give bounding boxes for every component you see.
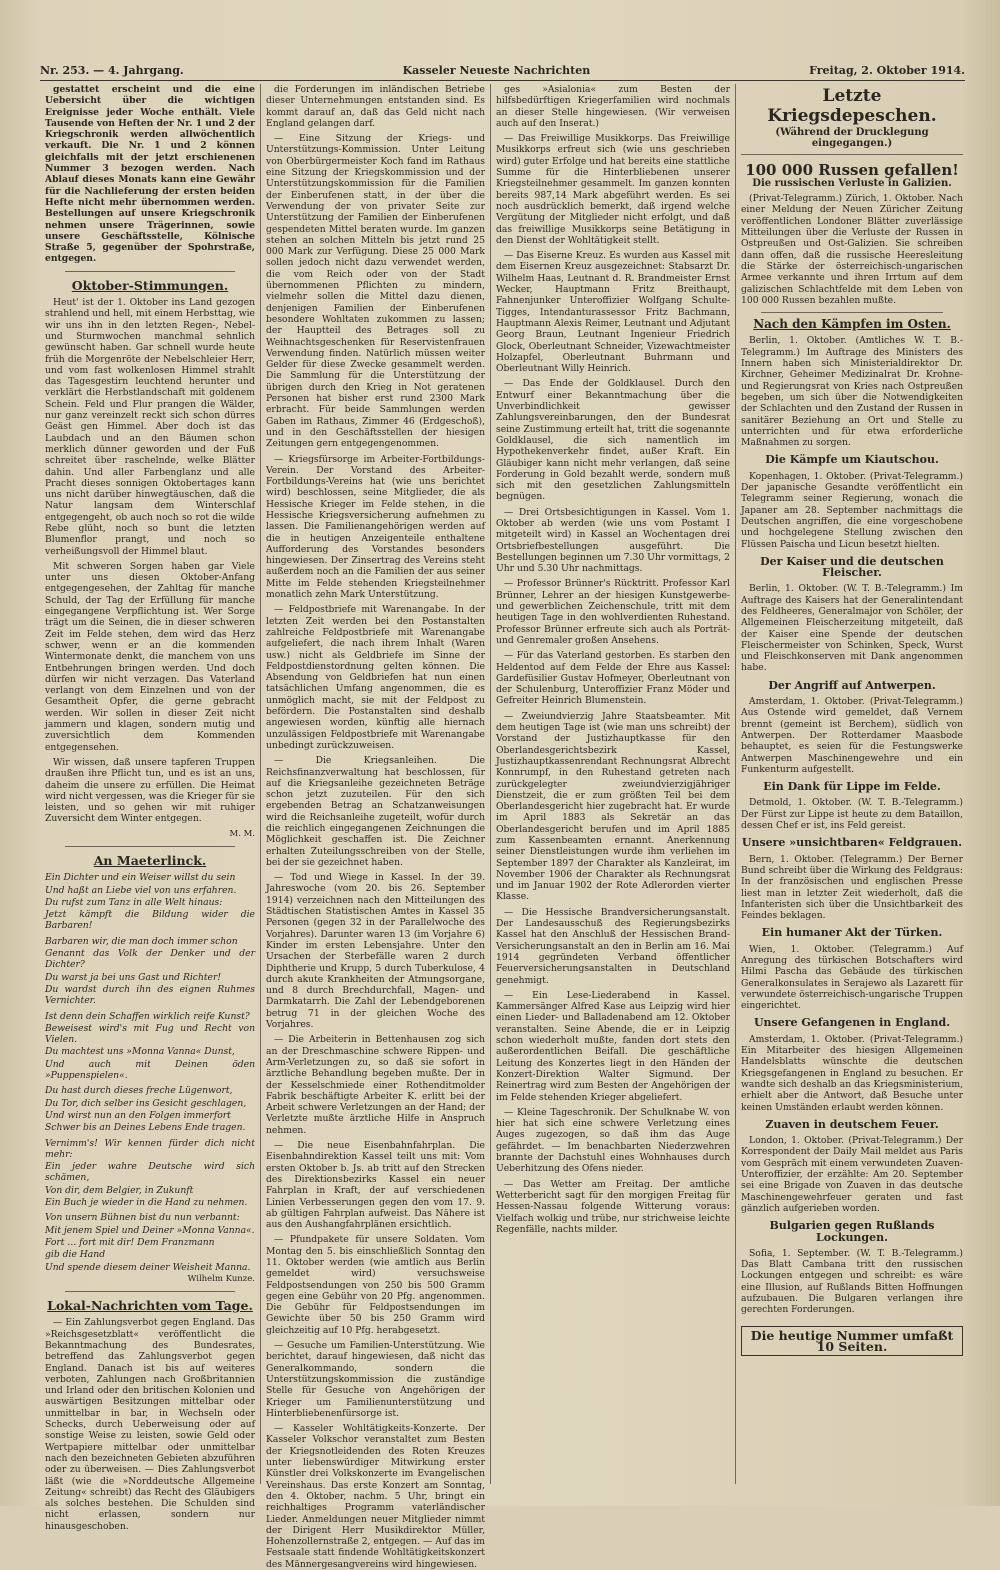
poem-line: Du Tor, dich selber ins Gesicht geschlagen, — [45, 1097, 247, 1109]
poem-line: Ein Dichter und ein Weiser willst du sein — [45, 872, 236, 884]
dispatch-heading: Bulgarien gegen Rußlands Lockungen. — [769, 1219, 935, 1244]
article-paragraph: — Kleine Tageschronik. Der Schulknabe W. von hier hat sich eine schwere Verletzung eines Auges zugezogen, so daß ihm das Auge gefährdet. — Im benachbarten Niederzwehren brannte der Dachstuhl eines Wohnhauses durch Ueberhitzung des Ofens nieder. — [496, 1106, 730, 1175]
dispatch-paragraph: Bern, 1. Oktober. (Telegramm.) Der Berner Bund schreibt über die Wirkung des Feldgraus: In der französischen und englischen Presse liest man in letzter Zeit wiederholt, daß die Infanteristen sich über die Unsichtbarkeit des Feindes beklagen. — [741, 853, 963, 922]
war-dispatches-subtitle: (Während der Drucklegung eingegangen.) — [741, 127, 963, 155]
poem-line: Beweisest wird's mit Fug und Recht von Vielen. — [45, 1022, 255, 1046]
article-paragraph: Mit schweren Sorgen haben gar Viele unter uns diesen Oktober-Anfang entgegengesehen, der Zahltag für manche Schuld, der Tag der Erfüllung für manche eingegangene Verpflichtung ist. Wer Sorge trägt um die Seinen, die in dieser schweren Zeit im Felde stehen, dem wird das Herz schwer, wenn er an die kommenden Wintermonate denkt, die manchem von uns Entbehrungen bringen werden. Und doch dürfen wir nicht verzagen. Das Vaterland verlangt von dem Einzelnen und von der Gesamtheit Opfer, die gerne gebracht werden. Wir sollen in dieser Zeit nicht jammern und klagen, sondern mutig und zuversichtlich dem Kommenden entgegensehen. — [45, 560, 255, 753]
poem-line: Du wardst durch ihn des eignen Ruhmes Vernichter. — [45, 983, 255, 1007]
local-news-heading: Lokal-Nachrichten vom Tage. — [47, 1298, 253, 1314]
poem-line: Vernimm's! Wir kennen fürder dich nicht mehr: — [45, 1137, 255, 1160]
article-paragraph: — Drei Ortsbesichtigungen in Kassel. Vom 1. Oktober ab werden (wie uns vom Postamt I mitgeteilt wird) in Kassel an Wochentagen drei Ortsbriefbestellungen ausgeführt. Die Bestellungen beginnen um 7.30 Uhr vormittags, 2 Uhr und 5.30 Uhr nachmittags. — [496, 506, 730, 575]
dispatch-heading: Ein humaner Akt der Türken. — [761, 926, 943, 940]
war-dispatches-title: Letzte Kriegsdepeschen. — [767, 86, 937, 126]
article-paragraph: — Die Hessische Brandversicherungsanstalt. Der Landesausschuß des Regierungsbezirks Kassel hat den Anschluß der Hessischen Brand-Versicherungsanstalt an den in Berlin am 16. Mai 1914 gegründeten Verband öffentlicher Feuerversicherungsanstalten in Deutschland genehmigt. — [496, 906, 730, 986]
poem-author: Wilhelm Kunze. — [187, 1273, 255, 1284]
poem-heading: An Maeterlinck. — [93, 853, 207, 868]
divider — [65, 1291, 235, 1292]
dispatch-paragraph: Amsterdam, 1. Oktober. (Privat-Telegramm.) Ein Mitarbeiter des hiesigen Allgemeinen Handelsblatts wünschte die deutschen Kriegsgefangenen in England zu besuchen. Er wandte sich deshalb an das Kriegsministerium, erhielt aber die Antwort, daß Besuche unter keinen Umständen erlaubt werden können. — [741, 1033, 963, 1113]
poem — [45, 872, 255, 1273]
poem-line: Du rufst zum Tanz in alle Welt hinaus: — [45, 896, 223, 908]
poem-line: Genannt das Volk der Denker und der Dichter? — [45, 948, 255, 971]
dispatch-heading: Der Angriff auf Antwerpen. — [768, 678, 936, 692]
dispatch-paragraph: (Privat-Telegramm.) Zürich, 1. Oktober. Nach einer Meldung der Neuen Züricher Zeitung veröffentlichen Londoner Blätter zuverlässige Mitteilungen über die Verluste der Russen in Ostpreußen und Ost-Galizien. Sie schreiben dann offen, daß die russische Heeresleitung die Stärke der österreichisch-ungarischen Armee verkannte und ihren Irrtum auf dem galizischen Schlachtfelde mit dem Leben von 100 000 Russen bezahlen mußte. — [741, 193, 963, 306]
article-paragraph: Wir wissen, daß unsere tapferen Truppen draußen ihre Pflicht tun, und es ist an uns, daheim die unsere zu erfüllen. Die Heimat wird nicht vergessen, was die Krieger für sie leisten, und so gehen wir mit ruhiger Zuversicht dem Winter entgegen. — [45, 756, 255, 825]
article-paragraph: — Professor Brünner's Rücktritt. Professor Karl Brünner, Lehrer an der hiesigen Kunstgewerbe- und gewerblichen Zeichenschule, tritt mit dem heutigen Tage in den wohlverdienten Ruhestand. Professor Brünner erfreute sich auch als Porträt- und Genremaler großen Ansehens. — [496, 578, 730, 646]
masthead — [40, 58, 965, 81]
article-paragraph: — Die Arbeiterin in Bettenhausen zog sich an der Dreschmaschine schwere Rippen- und Arm-Verletzungen zu, so daß sie sofort in ärztliche Behandlung begeben mußte. Der in der Kesselschmiede einer Rothenditmolder Fabrik beschäftigte Arbeiter K. erlitt bei der Arbeit schwere Verletzungen an der Hand; der Verletzte mußte ärztliche Hilfe in Anspruch nehmen. — [266, 1034, 485, 1136]
article-paragraph: — Kasseler Wohltätigkeits-Konzerte. Der Kasseler Volkschor veranstaltet zum Besten der Kriegsnotleidenden des Roten Kreuzes unter liebenswürdiger Mitwirkung erster Künstler drei Volkskonzerte im Evangelischen Vereinshaus. Das erste Konzert am Sonntag, den 4. Oktober, nachm. 5 Uhr, bringt ein reichhaltiges Programm vaterländischer Lieder. Anmeldungen neuer Mitglieder nimmt der Dirigent Herr Musikdirektor Müller, Hohenzollernstraße 2, entgegen. — Auf das im Festsaale statt findende Wohltätigkeitskonzert des Männergesangvereins wird hingewiesen. — [266, 1423, 485, 1570]
main-subheadline: Die russischen Verluste in Galizien. — [752, 177, 952, 189]
dispatch-paragraph: Sofia, 1. September. (W. T. B.-Telegramm.) Das Blatt Cambana tritt den russischen Lockungen entgegen und schreibt: es wäre eine Illusion, auf Rußlands Bitten Hoffnungen aufzubauen. Die Bulgaren verlangen ihre gerechten Forderungen. — [741, 1247, 963, 1316]
poem-line: Ist denn dein Schaffen wirklich reife Kunst? — [45, 1010, 250, 1022]
article-paragraph: die Forderungen im inländischen Betriebe dieser Unternehmungen entstanden sind. Es kommt darauf an, daß das Geld nicht nach England gelangen darf. — [266, 84, 485, 129]
article-paragraph: — Eine Sitzung der Kriegs- und Unterstützungs-Kommission. Unter Leitung von Oberbürgermeister Koch fand im Rathaus eine Sitzung der Kriegskommission und der Unterstützungskommission für die Familien der Einberufenen statt, in der über die Verwendung der von privater Seite zur Unterstützung der Familien der Einberufenen gespendeten Mittel beraten wurde. Im ganzen stehen an solchen Mitteln bis jetzt rund 25 000 Mark zur Verfügung. Diese 25 000 Mark sollen jedoch nicht dazu verwendet werden, die vom Reich oder von der Stadt übernommenen Pflichten zu mindern, vielmehr sollen die Mittel dazu dienen, denjenigen Familien der Einberufenen besondere Wohltaten zukommen zu lassen; der Hauptteil des Betrages soll zu Weihnachtsgeschenken für Reservistenfrauen Verwendung finden. Natürlich müssen weiter Gelder für diese Zwecke gesammelt werden. Die Sammlung für die Unterstützung der übrigen durch den Krieg in Not geratenen Personen hat bisher erst rund 2300 Mark erbracht. Für beide Sammlungen werden Gaben im Rathaus, Zimmer 46 (Erdgeschoß), und in den Geschäftsstellen der hiesigen Zeitungen gern entgegengenommen. — [266, 133, 485, 450]
dispatch-heading: Die Kämpfe um Kiautschou. — [765, 453, 939, 467]
poem-line: Du warst ja bei uns Gast und Richter! — [45, 971, 222, 983]
article-paragraph: — Kriegsfürsorge im Arbeiter-Fortbildungs-Verein. Der Vorstand des Arbeiter-Fortbildungs-Vereins hat (wie uns berichtet wird) beschlossen, seine Mitglieder, die als Hessische Krieger im Felde stehen, in die Hessische Kriegsversicherung aufnehmen zu lassen. Die Familienangehörigen werden auf die in heutigen Anzeigenteile enthaltene Aufforderung des Vorstandes besonders hingewiesen. Der Zinsertrag des Vereins steht außerdem noch an die Familien der aus seiner Mitte im Felde stehenden Kriegsteilnehmer monatlich zehn Mark Unterstützung. — [266, 453, 485, 601]
poem-line: Ein jeder wahre Deutsche wird sich schämen, — [45, 1161, 255, 1184]
poem-line: Fort ... fort mit dir! Dem Franzmann — [45, 1236, 215, 1248]
poem-line: Jetzt kämpft die Bildung wider die Barbaren! — [45, 909, 255, 932]
dispatch-paragraph: Berlin, 1. Oktober. (Amtliches W. T. B.-Telegramm.) Im Auftrage des Ministers des Innern haben sich Ministerialdirektor Dr. Kirchner, Geheimer Medizinalrat Dr. Krohne- und Regierungsrat von Kries nach Ostpreußen begeben, um sich über die Notwendigkeiten der Schlachten und den Zustand der Russen in sanitärer Beziehung an Ort und Stelle zu unterrichten und für etwa erforderliche Maßnahmen zu sorgen. — [741, 335, 963, 449]
poem-line: Von dir, dem Belgier, in Zukunft — [45, 1184, 194, 1196]
poem-line: Mit jenem Spiel und Deiner »Monna Vanna«. — [45, 1224, 255, 1236]
article-paragraph: — Ein Zahlungsverbot gegen England. Das »Reichsgesetzblatt« veröffentlicht die Bekanntmachung des Bundesrates, betreffend das Zahlungsverbot gegen England. Danach ist bis auf weiteres verboten, Zahlungen nach Großbritannien und Irland oder den britischen Kolonien und auswärtigen Besitzungen mittelbar oder unmittelbar in bar, in Wechseln oder Schecks, durch Ueberweisung oder auf sonstige Weise zu leisten, sowie Geld oder Wertpapiere mittelbar oder unmittelbar nach den bezeichneten Gebieten abzuführen oder zu überweisen. — Dies Zahlungsverbot läßt (wie die »Norddeutsche Allgemeine Zeitung« schreibt) das Recht des Gläubigers als solches bestehen. Die Schulden sind nicht erlassen, sondern nur hinausgeschoben. — [45, 1317, 255, 1532]
article-paragraph: — Das Ende der Goldklausel. Durch den Entwurf einer Bekanntmachung über die Unverbindlichkeit gewisser Zahlungsvereinbarungen, den der Bundesrat seine Zustimmung erteilt hat, tritt die sogenannte Goldklausel, die sich namentlich im Hypothekenverkehr findet, außer Kraft. Ein Gläubiger kann nicht mehr verlangen, daß seine Forderung in Gold bezahlt werde, sondern muß sich mit den gesetzlichen Zahlungsmitteln begnügen. — [496, 378, 730, 503]
article-paragraph: — Ein Lese-Liederabend in Kassel. Kammersänger Alfred Kase aus Leipzig wird hier einen Lieder- und Balladenabend am 12. Oktober veranstalten. Seine Abende, die er in Leipzig schon wiederholt mußte, fanden dort stets den außerordentlichen Beifall. Die geschäftliche Leitung des Konzertes liegt in den Händen der Konzert-Direktion Walter Sigmund. Der Reinertrag wird zum Besten der Angehörigen der im Felde stehenden Krieger abgeliefert. — [496, 989, 730, 1103]
poem-line: Und wirst nun an den Folgen immerfort — [45, 1109, 231, 1121]
poem-line: Schwer bis an Deines Lebens Ende tragen. — [45, 1122, 246, 1134]
poem-line: Von unsern Bühnen bist du nun verbannt: — [45, 1212, 240, 1224]
article-paragraph: — Die Kriegsanleihen. Die Reichsfinanzverwaltung hat beschlossen, für auf die Kriegsanleihe gezeichneten Beträge schon jetzt zuzuteilen. Für den sich ergebenden Betrag an Schatzanweisungen wird die Reichsanleihe zugeteilt, wofür durch die reichlich eingegangenen Zeichnungen die Möglichkeit geschaffen ist. Die Zeichner erhalten Zuteilungsschreiben von der Stelle, bei der sie gezeichnet haben. — [266, 755, 485, 868]
issue-date: Freitag, 2. Oktober 1914. — [809, 64, 965, 77]
newspaper-title: Kasseler Neueste Nachrichten — [402, 64, 591, 77]
page-count-notice: Die heutige Nummer umfaßt 10 Seiten. — [741, 1326, 963, 1357]
column-3 — [490, 84, 735, 1484]
dispatch-paragraph: Wien, 1. Oktober. (Telegramm.) Auf Anregung des türkischen Botschafters wird Hilmi Pascha das Gebäude des türkischen Generalkonsulates in Serajewo als Lazarett für verwundete österreichisch-ungarische Truppen eingerichtet. — [741, 943, 963, 1012]
poem-line: Du hast durch dieses freche Lügenwort, — [45, 1085, 233, 1097]
dispatch-paragraph: London, 1. Oktober. (Privat-Telegramm.) Der Korrespondent der Daily Mail meldet aus Paris vom Gespräch mit einem verwundeten Zuaven-Unteroffizier, der erzählte: Am 20. September sei eine Brigade von Zuaven in das deutsche Maschinengewehrfeuer geraten und fast gänzlich aufgerieben worden. — [741, 1135, 963, 1214]
article-heading-oktober: Oktober-Stimmungen. — [71, 277, 229, 293]
article-paragraph: — Das Wetter am Freitag. Der amtliche Wetterbericht sagt für den morgigen Freitag für Hessen-Nassau folgende Witterung voraus: Vielfach wolkig und trübe, nur strichweise leichte Regenfälle, nachts milder. — [496, 1178, 730, 1235]
poem-line: Barbaren wir, die man doch immer schon — [45, 935, 238, 947]
poem-line: Und haßt an Liebe viel von uns erfahren. — [45, 884, 237, 896]
article-paragraph: ges »Asialonia« zum Besten der hilfsbedürftigen Kriegerfamilien wird nochmals an dieser Stelle hingewiesen. (Wir verweisen auch auf den Inserat.) — [496, 84, 730, 129]
article-paragraph: — Das Freiwillige Musikkorps. Das Freiwillige Musikkorps erfreut sich (wie uns geschrieben wird) guter Erfolge und hat bereits eine stattliche Summe für die Hinterbliebenen unserer Kriegsteilnehmer gesammelt. Im ganzen konnten bereits 987,14 Mark abgeführt werden. Es sei noch ausdrücklich bemerkt, daß irgend welche Vergütung der Mitglieder nicht erfolgt, und daß das freiwillige Musikkorps seine Betätigung in den Dienst der Wohltätigkeit stellt. — [496, 133, 730, 246]
dispatch-heading: Unsere Gefangenen in England. — [753, 1016, 951, 1030]
signature: M. M. — [229, 828, 255, 839]
article-paragraph: — Die neue Eisenbahnfahrplan. Die Eisenbahndirektion Kassel teilt uns mit: Vom ersten Oktober b. Js. ab tritt auf den Strecken des Direktionsbezirks Kassel ein neuer Fahrplan in Kraft, der auf verschiedenen Linien Verbesserungen gegen den vom 17. 9. ab gültigen Fahrplan aufweist. Das Nähere ist aus den Aushangfahrplänen ersichtlich. — [266, 1140, 485, 1231]
dispatch-paragraph: Kopenhagen, 1. Oktober. (Privat-Telegramm.) Der japanische Gesandte veröffentlicht ein Telegramm seiner Regierung, wonach die Japaner am 28. September nachmittags die Deutschen angriffen, die eine vorgeschobene und hochgelegene Stellung zwischen den Flüssen Paischa und Licun besetzt hielten. — [741, 470, 963, 550]
article-paragraph: — Gesuche um Familien-Unterstützung. Wie berichtet, darauf hingewiesen, daß nicht das Generalkommando, sondern die Unterstützungskommission die zuständige Stelle für Gesuche von Angehörigen der Krieger um Familienunterstützung und Hinterbliebenenfürsorge ist. — [266, 1340, 485, 1419]
article-paragraph: — Für das Vaterland gestorben. Es starben den Heldentod auf dem Felde der Ehre aus Kassel: Gardefüsilier Gustav Hofmeyer, Oberleutnant von der Schulenburg, Unteroffizier Franz Möder und Gefreiter Heinrich Blumenstein. — [496, 650, 730, 707]
poem-line: Und spende diesem deiner Weisheit Manna. — [45, 1261, 251, 1273]
article-paragraph: — Das Eiserne Kreuz. Es wurden aus Kassel mit dem Eisernen Kreuz ausgezeichnet: Stabsarzt Dr. Wilhelm Haas, Leutnant d. R. Brandmeister Ernst Wecker, Hauptmann Fritz Breithaupt, Fahnenjunker Unteroffizier Wolfgang Schulte-Tigges, Intendanturassessor Fritz Bachmann, Hauptmann Alexis Reimer, Leutnant und Adjutant Georg Braun, Leutnant Ingenieur Friedrich Glock, Oberleutnant Schneider, Vizewachtmeister Holzapfel, Oberleutnant Buhrmann und Oberleutnant Willy Heinrich. — [496, 250, 730, 375]
dispatch-paragraph: Berlin, 1. Oktober. (W. T. B.-Telegramm.) Im Auftrage des Kaisers hat der Generalintendant des Feldheeres, Generalmajor von Schöler, der Allgemeinen Fleischerzeitung mitgeteilt, daß der Kaiser eine Spende der deutschen Fleischermeister von Schinken, Speck, Wurst und Fleischkonserven mit Dank angenommen habe. — [741, 583, 963, 674]
divider — [65, 271, 235, 272]
dispatch-heading: Unsere »unsichtbaren« Feldgrauen. — [741, 836, 963, 850]
dispatch-paragraph: Detmold, 1. Oktober. (W. T. B.-Telegramm.) Der Fürst zur Lippe ist heute zu dem Bataillon, dessen Chef er ist, ins Feld gereist. — [741, 797, 963, 832]
divider — [65, 846, 235, 847]
dispatch-heading: Zuaven in deutschem Feuer. — [765, 1117, 939, 1131]
poem-line: Ein Buch je wieder in die Hand zu nehmen. — [45, 1197, 248, 1209]
poem-line: gib die Hand — [45, 1249, 106, 1261]
dispatch-heading: Der Kaiser und die deutschen Fleischer. — [760, 554, 944, 580]
columns — [40, 84, 968, 1570]
column-1 — [40, 84, 260, 1532]
article-paragraph: — Zweiundvierzig Jahre Staatsbeamter. Mit dem heutigen Tage ist (wie man uns schreibt) der Vorstand der Justizhauptkasse für den Oberlandesgerichtsbezirk Kassel, Justizhauptkassenrendant Rechnungsrat Albrecht Konnrumpf, in den Ruhestand getreten nach zurückgelegter zweiundvierzigjähriger Dienstzeit, die er zum größten Teil bei dem Oberlandesgericht hier zugebracht hat. Er wurde im April 1883 als Sekretär an das Oberlandesgericht berufen und im April 1885 zum Kassenbeamten ernannt. Anerkennung seiner Dienstleistungen wurde ihm verliehen im September 1897 der Charakter als Kanzleirat, im November 1906 der Charakter als Rechnungsrat und im Januar 1902 der Rote Adlerorden vierter Klasse. — [496, 710, 730, 903]
article-paragraph: — Feldpostbriefe mit Warenangabe. In der letzten Zeit werden bei den Postanstalten zahlreiche Feldpostbriefe mit Warenangabe aufgeliefert, die nach ihrem Inhalt (Waren usw.) nicht als Geldbriefe im Sinne der Feldpostdienstordnung gelten können. Die Absendung von Geldbriefen hat nun einen tatsächlichen Umfang angenommen, die es unmöglich macht, sie mit der Feldpost zu befördern. Die Postanstalten sind deshalb angewiesen worden, künftig alle hiernach unzulässigen Feldpostbriefe mit Warenangabe unbedingt zurückzuweisen. — [266, 604, 485, 751]
dispatch-heading: Nach den Kämpfen im Osten. — [753, 317, 951, 332]
dispatch-paragraph: Amsterdam, 1. Oktober. (Privat-Telegramm.) Aus Ostende wird gemeldet, daß Vernem brennt (gemeint ist Berchem), südlich von Antwerpen. Der Rotterdamer Maasbode behauptet, es seien für die Festungswerke Antwerpen Maschinengewehre und ein Funkenturm aufgestellt. — [741, 696, 963, 775]
article-paragraph: — Pfundpakete für unsere Soldaten. Vom Montag den 5. bis einschließlich Sonntag den 11. Oktober werden (wie amtlich aus Berlin gemeldet wird) versuchsweise Feldpostsendungen von 250 bis 500 Gramm gegen eine Gebühr von 20 Pfg. angenommen. Die Gebühr für Feldpostsendungen im Gewichte über 50 bis 250 Gramm wird gleichzeitig auf 10 Pfg. herabgesetzt. — [266, 1234, 485, 1336]
article-paragraph: Heut' ist der 1. Oktober ins Land gezogen strahlend und hell, mit einem Herbsttag, wie wir uns ihn in den letzten Regen-, Nebel- und Sturmwochen manchmal sehnlich gewünscht haben. Gar schnell wurde heute früh die Morgenröte der Nebelschleier Herr, und vom fast wolkenlosen Himmel strahlt das Tagesgestirn leuchtend herunter und verklärt die Herbstlandschaft mit goldenem Schein. Feld und Flur prangen die Wälder, nur ganz vereinzelt reckt sich schon dürres Geäst gen Himmel. Aber doch ist das Laubdach und an den Bäumen schon merklich dünner geworden und der Fuß schreitet über raschelnde, welke Blätter dahin. Und aller Farbenglanz und alle Pracht dieses sonnigen Oktobertages kann uns nicht darüber hinwegtäuschen, daß die Natur langsam dem Winterschlaf entgegengeht, ob auch noch so rot die wilde Rebe glüht, noch so bunt die letzten Blumenflor prangt, und noch so verheißungsvoll der Himmel blaut. — [45, 297, 255, 557]
article-paragraph: — Tod und Wiege in Kassel. In der 39. Jahreswoche (vom 20. bis 26. September 1914) verzeichnen nach den Mitteilungen des Städtischen Statistischen Amtes in Kassel 35 Personen (gegen 32 in der Parallelwoche des Vorjahres). Darunter waren 13 (im Vorjahre 6) Kinder im ersten Lebensjahre. Unter den Ursachen der Sterbefälle waren 2 durch Diphtherie und Krupp, 5 durch Tuberkulose, 4 durch akute Krankheiten der Atmungsorgane, und 8 durch Brechdurchfall, Magen- und Darmkatarrh. Die Zahl der Lebendgeborenen betrug 71 in der gleichen Woche des Vorjahres. — [266, 872, 485, 1031]
issue-number: Nr. 253. — 4. Jahrgang. — [40, 64, 184, 77]
divider — [761, 312, 943, 313]
column-4 — [735, 84, 968, 1484]
poem-line: Und auch mit Deinen öden »Puppenspielen«. — [45, 1058, 255, 1082]
column-2 — [260, 84, 490, 1570]
main-headline: 100 000 Russen gefallen! — [745, 160, 959, 179]
poem-line: Du machtest uns »Monna Vanna« Dunst, — [45, 1046, 235, 1058]
chronik-notice: gestattet erscheint und die eine Uebersicht über die wichtigen Ereignisse jeder Woche enthält. Viele Tausende von Heften der Nr. 1 und 2 der Kriegschronik werden allwöchentlich verkauft. Die Nr. 1 und 2 können gleichfalls mit der jetzt erschienenen Nummer 3 bezogen werden. Nach Ablauf dieses Monats kann eine Gewähr für die Nachlieferung der ersten beiden Hefte nicht mehr übernommen werden. Bestellungen auf unsere Kriegschronik nehmen unsere Trägerinnen, sowie unsere Geschäftsstelle, Kölnische Straße 5, gegenüber der Spohrstraße, entgegen. — [45, 84, 255, 265]
dispatch-heading: Ein Dank für Lippe im Felde. — [763, 780, 941, 794]
